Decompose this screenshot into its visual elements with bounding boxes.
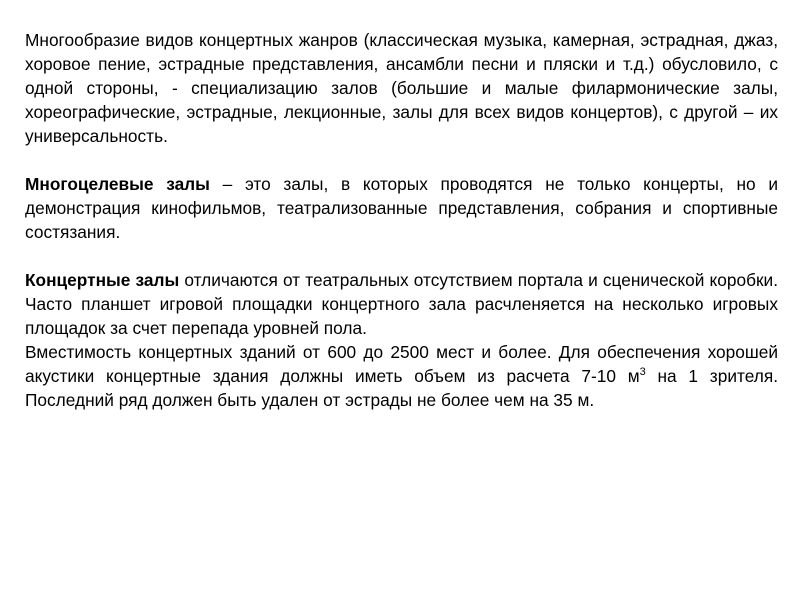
paragraph-concert-genres: Многообразие видов концертных жанров (классическая музыка, камерная, эстрадная, джаз, хоровое пение, эстрадные представления, ансамбли песни и пляски и т.д.) обусловило, с одной стороны, - специализацию залов (большие и малые филармонические залы, хореографические, эстрадные, лекционные, залы для всех видов концертов), с другой – их универсальность.	[25, 30, 778, 146]
definition-concert-halls: отличаются от театральных отсутствием портала и сценической коробки. Часто планшет игровой площадки концертного зала расчленяется на несколько игровых площадок за счет перепада уровней пола.	[25, 270, 778, 338]
paragraph-multipurpose-halls	[25, 172, 778, 244]
capacity-text-start: Вместимость концертных зданий от 600 до 2500 мест и более. Для обеспечения хорошей акустики концертные здания должны иметь объем из расчета 7-10 м	[25, 342, 778, 386]
document-body	[25, 28, 778, 412]
paragraph-concert-halls	[25, 268, 778, 340]
term-concert-halls: Концертные залы	[25, 270, 180, 290]
capacity-text-end: на 1 зрителя. Последний ряд должен быть удален от эстрады не более чем на 35 м.	[25, 366, 778, 410]
paragraph-gap	[25, 148, 778, 172]
paragraph-capacity	[25, 340, 778, 412]
term-multipurpose-halls: Многоцелевые залы	[25, 174, 210, 194]
cubic-superscript: 3	[639, 366, 646, 379]
definition-multipurpose-halls: – это залы, в которых проводятся не только концерты, но и демонстрация кинофильмов, театрализованные представления, собрания и спортивные состязания.	[25, 174, 778, 242]
paragraph-gap	[25, 244, 778, 268]
